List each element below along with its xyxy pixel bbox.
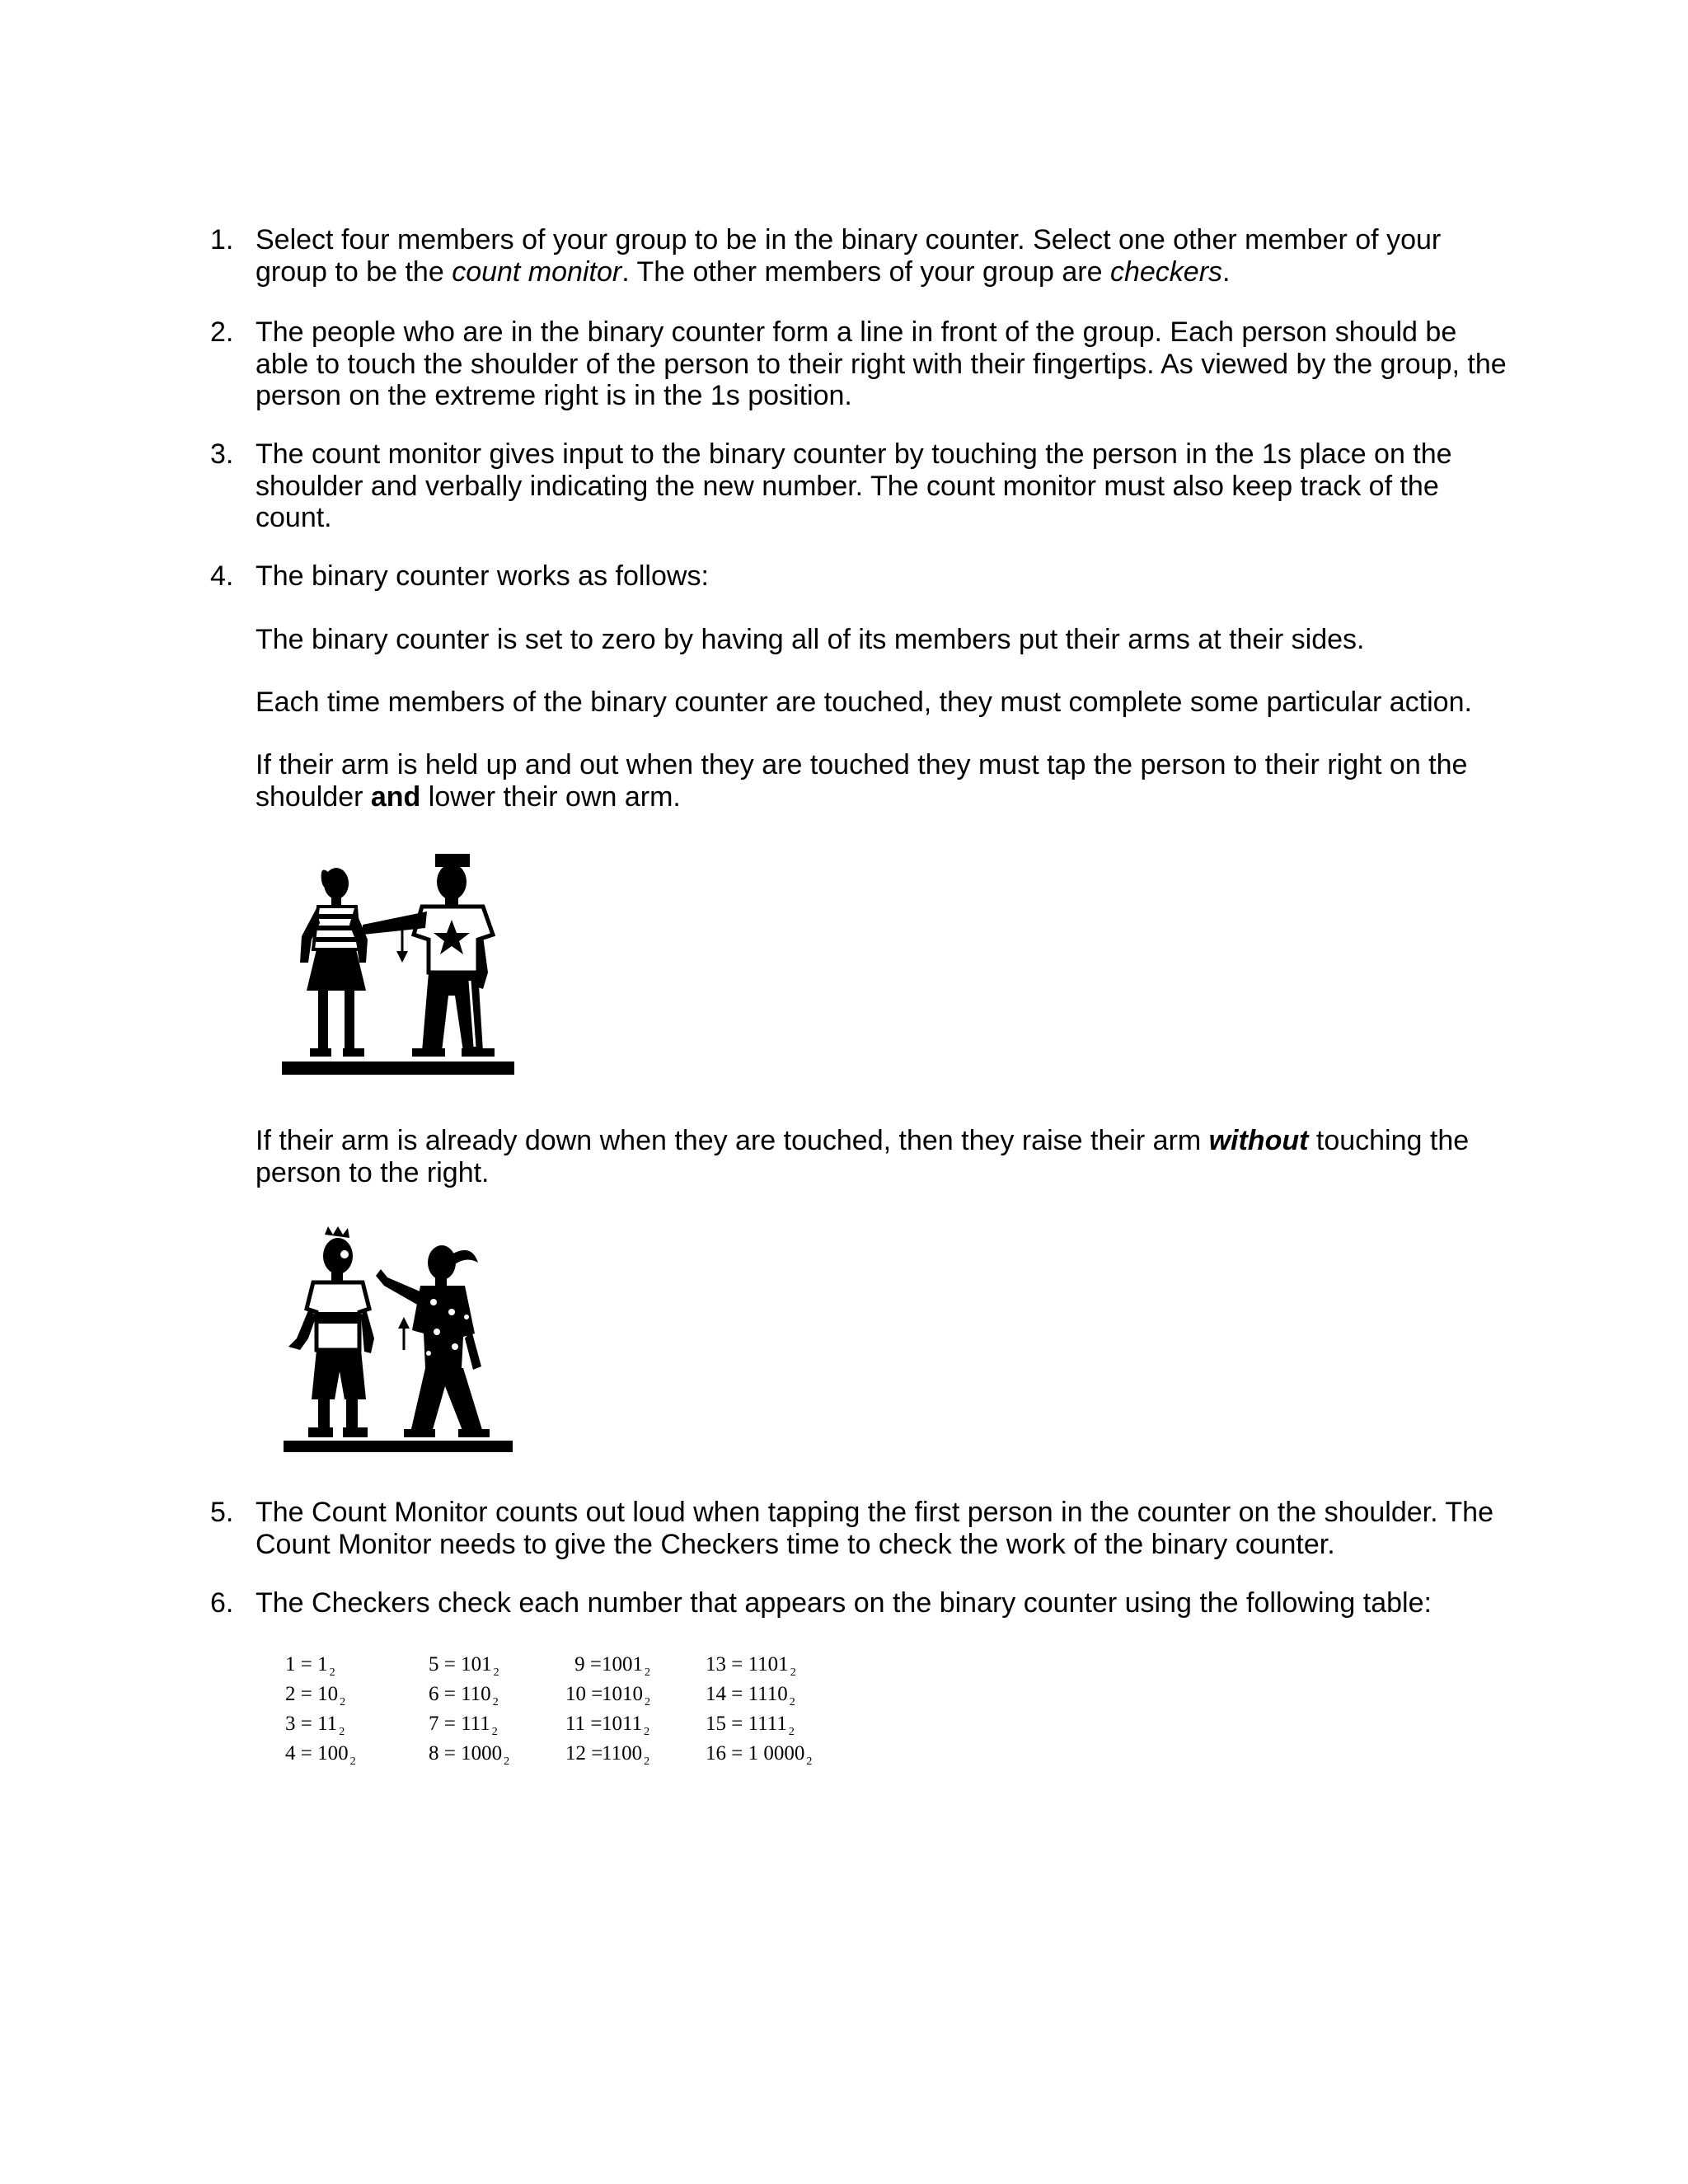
decimal-value: 8 =	[429, 1742, 462, 1765]
arm-up-text: If their arm is held up and out when they are touched they must tap the person to their right on the shoulder and lower their own arm.	[256, 749, 1468, 813]
base-subscript: 2	[491, 1726, 498, 1738]
base-subscript: 2	[790, 1666, 796, 1679]
decimal-value: 12 =	[565, 1742, 603, 1765]
boy-figure	[363, 854, 495, 1057]
table-cell	[429, 1742, 509, 1769]
base-subscript: 2	[645, 1666, 650, 1679]
step-text: Select four members of your group to be in the binary counter. Select one other member of your group to be the count monitor. The other members of your group are checkers.	[256, 224, 1442, 288]
boy-figure	[288, 1226, 374, 1437]
binary-value: 1010	[602, 1683, 643, 1705]
step-text: The people who are in the binary counter form a line in front of the group. Each person should be able to touch the shoulder of the person to their right with their fingertips. As viewed by the group, the person on the extreme right is in the 1s position.	[256, 316, 1507, 411]
raise-arm-illustration	[280, 1226, 519, 1457]
step-text: The binary counter works as follows:	[256, 560, 709, 592]
table-cell	[285, 1742, 356, 1769]
table-cell	[285, 1653, 335, 1680]
step-number: 6.	[210, 1587, 234, 1619]
base-subscript: 2	[504, 1755, 510, 1768]
base-subscript: 2	[644, 1726, 650, 1738]
decimal-value: 11 =	[565, 1713, 603, 1735]
decimal-value: 9 =	[574, 1653, 602, 1675]
ground-bar	[284, 1441, 513, 1452]
binary-value: 1110	[748, 1683, 788, 1705]
table-cell	[429, 1653, 499, 1680]
touched-text: Each time members of the binary counter are touched, they must complete some particular action.	[256, 687, 1472, 718]
base-subscript: 2	[806, 1755, 813, 1768]
decimal-value: 1 =	[285, 1653, 318, 1675]
table-cell	[285, 1683, 345, 1709]
base-subscript: 2	[644, 1755, 650, 1768]
step-text: The Count Monitor counts out loud when tapping the first person in the counter on the shoulder. The Count Monitor needs to give the Checkers time to check the work of the binary counter.	[256, 1497, 1493, 1560]
table-cell	[429, 1683, 499, 1709]
step-number: 4.	[210, 560, 234, 592]
step-number: 3.	[210, 438, 234, 470]
binary-value: 1	[317, 1653, 328, 1675]
decimal-value: 3 =	[285, 1713, 318, 1735]
base-subscript: 2	[788, 1726, 795, 1738]
girl-figure	[376, 1245, 490, 1437]
table-cell	[565, 1653, 650, 1680]
binary-value: 110	[461, 1683, 491, 1705]
binary-value: 11	[317, 1713, 338, 1735]
decimal-value: 16 =	[706, 1742, 748, 1765]
step-number: 1.	[210, 224, 234, 255]
table-cell	[706, 1742, 812, 1769]
ground-bar	[282, 1062, 514, 1075]
binary-value: 1 0000	[748, 1742, 805, 1765]
counter-zero-text: The binary counter is set to zero by having all of its members put their arms at their sides.	[256, 624, 1365, 655]
table-cell	[706, 1653, 796, 1680]
base-subscript: 2	[645, 1696, 650, 1708]
binary-value: 101	[461, 1653, 492, 1675]
base-subscript: 2	[339, 1726, 345, 1738]
base-subscript: 2	[329, 1666, 335, 1679]
table-cell	[429, 1713, 498, 1739]
binary-value: 100	[317, 1742, 349, 1765]
base-subscript: 2	[789, 1696, 795, 1708]
binary-value: 1100	[602, 1742, 643, 1765]
step-number: 2.	[210, 316, 234, 348]
table-cell	[706, 1713, 795, 1739]
base-subscript: 2	[493, 1666, 499, 1679]
step-text: The Checkers check each number that appears on the binary counter using the following table:	[256, 1587, 1432, 1619]
base-subscript: 2	[492, 1696, 499, 1708]
decimal-value: 6 =	[429, 1683, 462, 1705]
base-subscript: 2	[340, 1696, 346, 1708]
decimal-value: 13 =	[706, 1653, 748, 1675]
table-cell	[565, 1742, 649, 1769]
binary-value: 1000	[461, 1742, 503, 1765]
decimal-value: 2 =	[285, 1683, 318, 1705]
binary-value: 10	[317, 1683, 339, 1705]
decimal-value: 14 =	[706, 1683, 748, 1705]
table-cell	[565, 1713, 649, 1739]
table-cell	[706, 1683, 795, 1709]
arm-down-text: If their arm is already down when they are touched, then they raise their arm without touching the person to the right.	[256, 1125, 1470, 1188]
decimal-value: 15 =	[706, 1713, 748, 1735]
step-text: The count monitor gives input to the binary counter by touching the person in the 1s place on the shoulder and verbally indicating the new number. The count monitor must also keep track of the count.	[256, 438, 1452, 533]
decimal-value: 4 =	[285, 1742, 318, 1765]
binary-value: 1101	[748, 1653, 789, 1675]
decimal-value: 10 =	[565, 1683, 603, 1705]
binary-value: 1111	[748, 1713, 787, 1735]
base-subscript: 2	[349, 1755, 356, 1768]
table-cell	[565, 1683, 650, 1709]
step-number: 5.	[210, 1497, 234, 1528]
binary-value: 1001	[602, 1653, 643, 1675]
binary-value: 111	[461, 1713, 490, 1735]
binary-value: 1011	[602, 1713, 643, 1735]
decimal-value: 7 =	[429, 1713, 462, 1735]
table-cell	[285, 1713, 345, 1739]
lower-arm-illustration	[280, 849, 519, 1080]
girl-figure	[300, 868, 368, 1057]
decimal-value: 5 =	[429, 1653, 462, 1675]
